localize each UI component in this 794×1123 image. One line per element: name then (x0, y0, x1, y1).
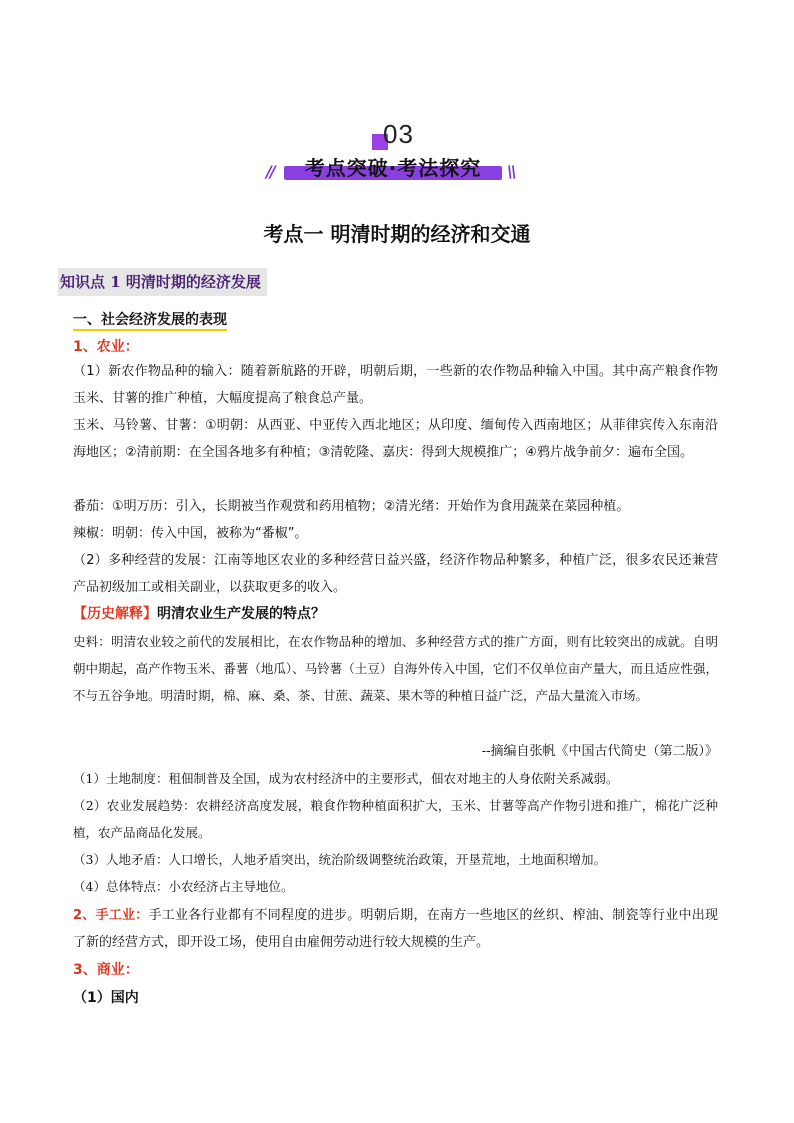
history-source-citation: --摘编自张帆《中国古代简史（第二版）》 (481, 744, 718, 759)
commerce-subheading-domestic: （1）国内 (73, 990, 139, 1006)
knowledge-point-title: 明清时期的经济发展 (125, 273, 261, 291)
agriculture-paragraph-3: 番茄：①明万历：引入，长期被当作观赏和药用植物；②清光绪：开始作为食用蔬菜在菜园种植。 (73, 499, 630, 514)
section-slash-right: \\ (507, 162, 515, 181)
handicraft-heading: 2、手工业： (73, 908, 149, 923)
knowledge-point-number: 1 (110, 273, 121, 291)
history-answer-2: （2）农业发展趋势：农耕经济高度发展，粮食作物种植面积扩大，玉米、甘薯等高产作物引进和推广，棉花广泛种植，农产品商品化发展。 (73, 798, 718, 840)
knowledge-point-prefix: 知识点 (60, 273, 106, 291)
section-slash-left: // (266, 162, 274, 181)
handicraft-paragraph (73, 902, 718, 956)
agriculture-paragraph-2: 玉米、马铃薯、甘薯：①明朝：从西亚、中亚传入西北地区；从印度、缅甸传入西南地区；从菲律宾传入东南沿海地区；②清前期：在全国各地多有种植；③清乾隆、嘉庆：得到大规模推广；④鸦片战争前夕：遍布全国。 (73, 418, 718, 460)
history-source-text: 史料：明清农业较之前代的发展相比，在农作物品种的增加、多种经营方式的推广方面，则有比较突出的成就。自明朝中期起，高产作物玉米、番薯（地瓜）、马铃薯（土豆）自海外传入中国，它们不仅单位亩产量大，而且适应性强，不与五谷争地。明清时期，棉、麻、桑、茶、甘蔗、蔬菜、果木等的种植日益广泛，产品大量流入市场。 (73, 634, 718, 703)
page-title: 考点一 明清时期的经济和交通 (263, 222, 531, 246)
agriculture-paragraph-1: （1）新农作物品种的输入：随着新航路的开辟，明朝后期，一些新的农作物品种输入中国。其中高产粮食作物玉米、甘薯的推广种植，大幅度提高了粮食总产量。 (73, 364, 718, 406)
handicraft-text: 手工业各行业都有不同程度的进步。明朝后期，在南方一些地区的丝织、榨油、制瓷等行业中出现了新的经营方式，即开设工场，使用自由雇佣劳动进行较大规模的生产。 (73, 908, 718, 950)
sub-heading: 一、社会经济发展的表现 (73, 311, 227, 331)
knowledge-point-heading (58, 268, 267, 296)
agriculture-paragraph-4: 辣椒：明朝：传入中国，被称为“番椒”。 (73, 526, 308, 541)
agriculture-paragraph-5: （2）多种经营的发展：江南等地区农业的多种经营日益兴盛，经济作物品种繁多，种植广泛，很多农民还兼营产品初级加工或相关副业，以获取更多的收入。 (73, 553, 718, 595)
section-number: 03 (383, 119, 414, 149)
section-title: 考点突破·考法探究 (304, 156, 482, 180)
history-answer-3: （3）人地矛盾：人口增长，人地矛盾突出，统治阶级调整统治政策，开垦荒地，土地面积增加。 (73, 852, 606, 867)
commerce-heading: 3、商业： (73, 962, 139, 978)
history-explain-tag: 【历史解释】 (73, 606, 157, 622)
history-answer-4: （4）总体特点：小农经济占主导地位。 (73, 879, 294, 894)
agriculture-heading: 1、农业： (73, 339, 139, 355)
history-answer-1: （1）土地制度：租佃制普及全国，成为农村经济中的主要形式，佃农对地主的人身依附关系减弱。 (73, 771, 619, 786)
history-explain-heading (73, 604, 325, 624)
history-explain-question: 明清农业生产发展的特点？ (157, 606, 325, 622)
